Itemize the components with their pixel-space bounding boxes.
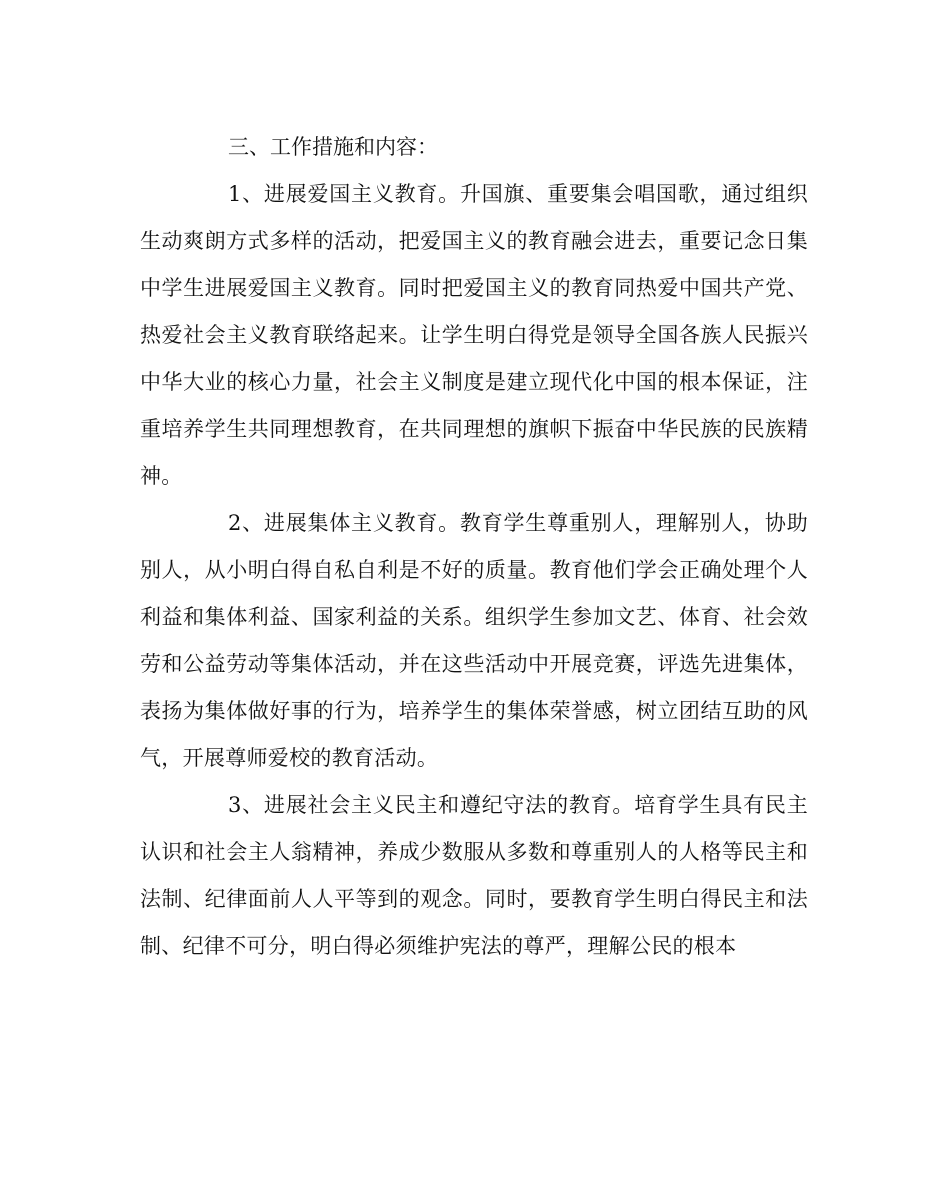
paragraph-democracy-law: 3、进展社会主义民主和遵纪守法的教育。培育学生具有民主认识和社会主人翁精神，养成少数服从多数和尊重别人的人格等民主和法制、纪律面前人人平等到的观念。同时，要教育学生明白得民主和法制、纪律不可分，明白得必须维护宪法的尊严，理解公民的根本 bbox=[140, 793, 808, 958]
document-body bbox=[140, 124, 808, 970]
paragraph-patriotism: 1、进展爱国主义教育。升国旗、重要集会唱国歌，通过组织生动爽朗方式多样的活动，把爱国主义的教育融会进去，重要记念日集中学生进展爱国主义教育。同时把爱国主义的教育同热爱中国共产党、热爱社会主义教育联络起来。让学生明白得党是领导全国各族人民振兴中华大业的核心力量，社会主义制度是建立现代化中国的根本保证，注重培养学生共同理想教育，在共同理想的旗帜下振奋中华民族的民族精神。 bbox=[140, 182, 808, 488]
paragraph-collectivism: 2、进展集体主义教育。教育学生尊重别人，理解别人，协助别人，从小明白得自私自利是不好的质量。教育他们学会正确处理个人利益和集体利益、国家利益的关系。组织学生参加文艺、体育、社会效劳和公益劳动等集体活动，并在这些活动中开展竞赛，评选先进集体，表扬为集体做好事的行为，培养学生的集体荣誉感，树立团结互助的风气，开展尊师爱校的教育活动。 bbox=[140, 511, 808, 770]
section-heading: 三、工作措施和内容： bbox=[228, 135, 438, 159]
